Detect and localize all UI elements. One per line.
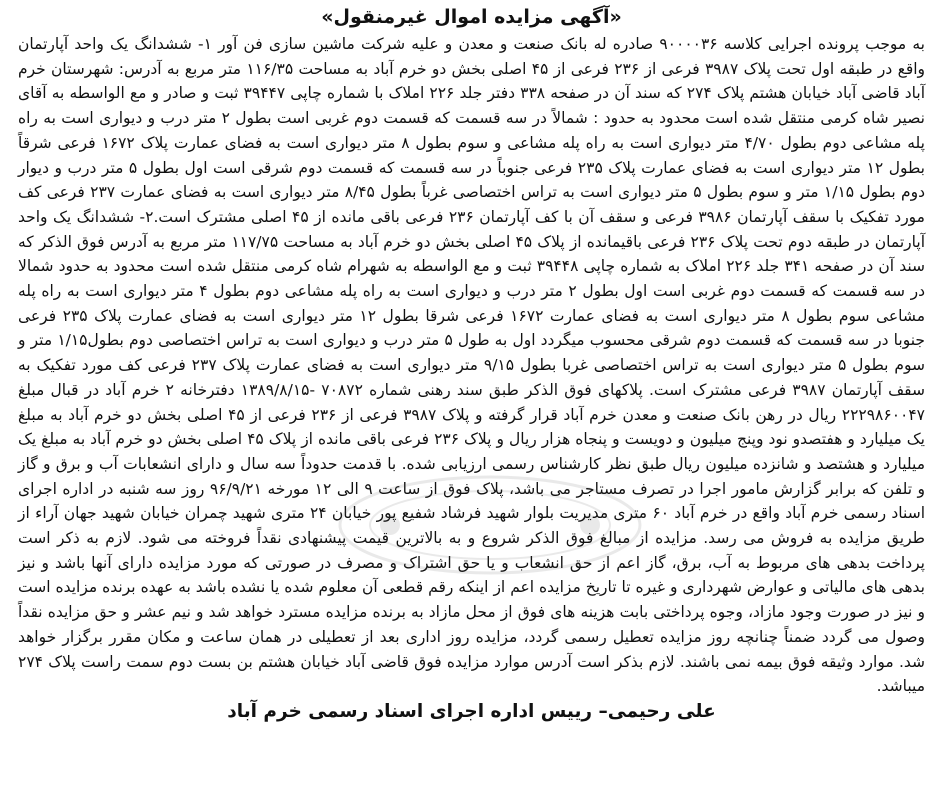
notice-body: به موجب پرونده اجرایی کلاسه ۹۰۰۰۰۳۶ صادره له بانک صنعت و معدن و علیه شرکت ماشین سازی فن آور ۱- ششدانگ یک واحد آپارتمان واقع در طبقه اول تحت پلاک ۳۹۸۷ فرعی از ۲۳۶ فرعی از ۴۵ اصلی بخش دو خرم آباد به مساحت ۱۱۶/۳۵ متر مربع به آدرس: شهرستان خرم آباد قاضی آباد خیابان هشتم پلاک ۲۷۴ که سند آن در صفحه ۳۳۸ دفتر جلد ۲۲۶ املاک با شماره چاپی ۳۹۴۴۷ ثبت و صادر و مع الواسطه به آقای نصیر شاه کرمی منتقل شده است محدود به حدود : شمالاً در سه قسمت که قسمت دوم غربی است بطول ۲ متر درب و دیواری است به راه پله مشاعی دوم بطول ۴/۷۰ متر دیواری است به راه پله مشاعی و سوم بطول ۸ متر دیواری است به فضای عمارت پلاک ۱۶۷۲ فرعی شرقاً بطول ۱۲ متر دیواری است به فضای عمارت پلاک ۲۳۵ فرعی جنوباً در سه قسمت که قسمت دوم شرقی است اول بطول ۵ متر درب و دیوار دوم بطول ۱/۱۵ متر و سوم بطول ۵ متر دیواری است به تراس اختصاصی غرباً بطول ۸/۴۵ متر دیواری است به فضای عمارت ۲۳۷ فرعی کف مورد تفکیک با سقف آپارتمان ۳۹۸۶ فرعی و سقف آن با کف آپارتمان ۲۳۶ فرعی باقی مانده از ۴۵ اصلی مشترک است.۲- ششدانگ یک واحد آپارتمان در طبقه دوم تحت پلاک ۲۳۶ فرعی باقیمانده از پلاک ۴۵ اصلی بخش دو خرم آباد به مساحت ۱۱۷/۷۵ متر مربع به آدرس فوق الذکر که سند آن در صفحه ۳۴۱ جلد ۲۲۶ املاک به شماره چاپی ۳۹۴۴۸ ثبت و مع الواسطه به شهرام شاه کرمی منتقل شده است محدود به حدود شمالا در سه قسمت که قسمت دوم غربی است اول بطول ۲ متر درب و دیواری است به راه پله مشاعی دوم بطول ۴ متر دیواری است به راه پله مشاعی سوم بطول ۸ متر دیواری است به فضای عمارت ۱۶۷۲ فرعی شرقا بطول ۱۲ متر دیواری است به فضای عمارت پلاک ۲۳۵ فرعی جنوبا در سه قسمت که قسمت دوم شرقی محسوب میگردد اول به طول ۵ متر درب و دیواری است به تراس اختصاصی دوم بطول۱/۱۵ متر و سوم بطول ۵ متر دیواری است به تراس اختصاصی غربا بطول ۹/۱۵ متر دیواری است به فضای عمارت پلاک ۲۳۷ فرعی کف مورد تفکیک به سقف آپارتمان ۳۹۸۷ فرعی مشترک است. پلاکهای فوق الذکر طبق سند رهنی شماره ۷۰۸۷۲ -۱۳۸۹/۸/۱۵ دفترخانه ۲ خرم آباد در قبال مبلغ ۲۲۲۹۸۶۰۰۴۷ ریال در رهن بانک صنعت و معدن خرم آباد قرار گرفته و پلاک ۳۹۸۷ فرعی از ۲۳۶ فرعی از ۴۵ اصلی بخش دو خرم آباد به مبلغ یک میلیارد و هفتصدو نود وپنج میلیون و دویست و پنجاه هزار ریال و پلاک ۲۳۶ فرعی باقی مانده از پلاک ۴۵ اصلی بخش دو خرم آباد به مبلغ یک میلیارد و هشتصد و شانزده میلیون ریال طبق نظر کارشناس رسمی ارزیابی شده. با قدمت حدوداً سه سال و دارای انشعابات آب و برق و گاز و تلفن که برابر گزارش مامور اجرا در تصرف مستاجر می باشد، پلاک فوق از ساعت ۹ الی ۱۲ مورخه ۹۶/۹/۲۱ روز سه شنبه در اداره اجرای اسناد رسمی خرم آباد واقع در خرم آباد ۶۰ متری مدیریت بلوار شهید فرشاد شفیع پور خیابان ۲۴ متری شهید چمران خیابان شهید جهان آراء از طریق مزایده به فروش می رسد. مزایده از مبالغ فوق الذکر شروع و به بالاترین قیمت پیشنهادی نقداً فروخته می شود. لازم به ذکر است پرداخت بدهی های مربوط به آب، برق، گاز اعم از حق انشعاب و یا حق اشتراک و مصرف در صورتی که مورد مزایده دارای آنها باشد و نیز بدهی های مالیاتی و عوارض شهرداری و غیره تا تاریخ مزایده اعم از اینکه رقم قطعی آن معلوم شده یا نشده باشد به عهده برنده مزایده است و نیز در صورت وجود مازاد، وجوه پرداختی بابت هزینه های فوق از محل مازاد به برنده مزایده مسترد خواهد شد و نیم عشر و حق مزایده نقداً وصول می گردد ضمناً چنانچه روز مزایده تعطیل رسمی گردد، مزایده روز اداری بعد از تعطیلی در همان ساعت و مکان مقرر برگزار خواهد شد. موارد وثیقه فوق بیمه نمی باشند. لازم بذکر است آدرس موارد مزایده فوق قاضی آباد خیابان هشتم بن بست دوم سمت راست پلاک ۲۷۴ میباشد. bbox=[18, 35, 926, 696]
notice-title: «آگهی مزایده اموال غیرمنقول» bbox=[321, 6, 622, 28]
notice-signature: علی رحیمی– رییس اداره اجرای اسناد رسمی خرم آباد bbox=[227, 700, 716, 722]
